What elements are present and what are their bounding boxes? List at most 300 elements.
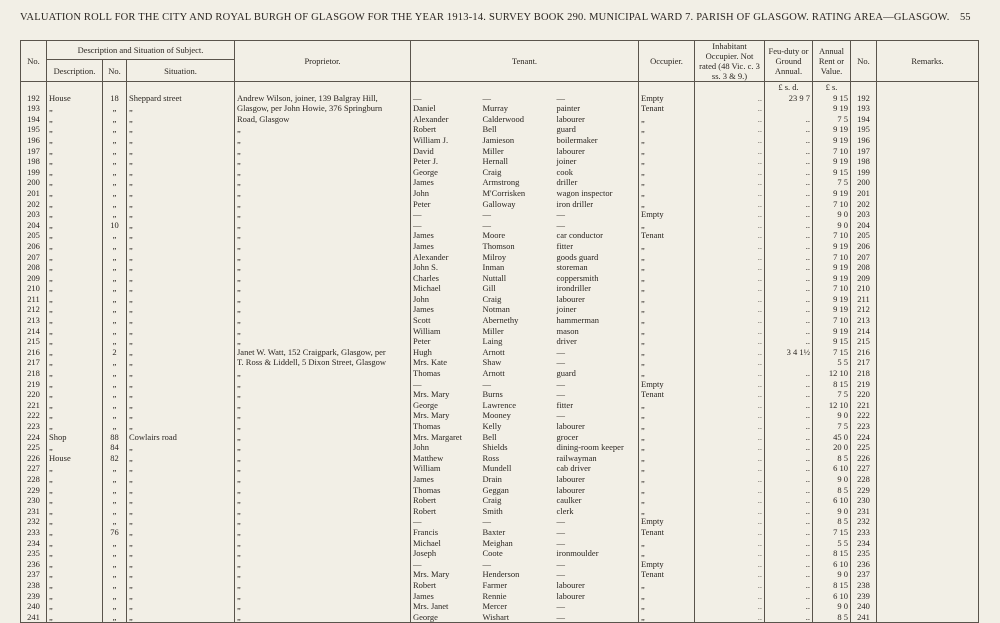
row-description: Shop [47,432,103,443]
row-feu: .. [765,612,813,623]
row-description: „ [47,612,103,623]
row-feu: .. [765,209,813,220]
row-remarks [877,410,979,421]
row-no: 216 [21,347,47,358]
row-tenant-occupation: labourer [556,145,585,156]
row-number: 76 [103,527,127,538]
row-remarks [877,283,979,294]
row-proprietor: „ [235,262,411,273]
row-tenant-forename: Mrs. Mary [411,569,481,580]
row-inhabitant: .. [695,167,765,178]
row-rent: 7 5 [813,421,851,432]
row-number: „ [103,167,127,178]
row-situation: „ [127,103,235,114]
row-tenant-occupation: — [556,410,565,421]
row-remarks [877,591,979,602]
row-no: 203 [21,209,47,220]
row-tenant-forename: John [411,188,481,199]
row-description: „ [47,410,103,421]
row-remarks [877,209,979,220]
row-no2: 208 [851,262,877,273]
table-row [21,146,979,157]
row-feu: 3 4 1½ [765,347,813,358]
row-remarks [877,326,979,337]
col-remarks: Remarks. [877,41,979,82]
row-feu: .. [765,262,813,273]
row-inhabitant: .. [695,421,765,432]
row-description: „ [47,124,103,135]
row-tenant-surname: Baxter [482,526,506,537]
row-number: „ [103,326,127,337]
row-tenant-surname: Jamieson [482,134,515,145]
row-tenant-forename: George [411,167,481,178]
row-feu: .. [765,135,813,146]
row-no2: 213 [851,315,877,326]
row-inhabitant: .. [695,347,765,358]
row-tenant-forename: James [411,474,481,485]
row-tenant-surname: Farmer [482,579,508,590]
row-proprietor: „ [235,601,411,612]
row-tenant-surname: Calderwood [482,113,525,124]
row-tenant-forename: Thomas [411,368,481,379]
row-tenant-occupation: — [556,558,565,569]
row-rent: 7 10 [813,315,851,326]
row-remarks [877,347,979,358]
row-feu: .. [765,474,813,485]
table-row [21,389,979,400]
row-no: 224 [21,432,47,443]
row-feu [765,103,813,114]
row-tenant-surname: Mercer [482,601,508,612]
row-remarks [877,177,979,188]
row-no2: 229 [851,485,877,496]
row-occupier: Empty [639,559,695,570]
row-remarks [877,156,979,167]
row-description: „ [47,559,103,570]
row-no: 192 [21,93,47,104]
row-tenant-forename: Peter J. [411,156,481,167]
row-inhabitant: .. [695,336,765,347]
row-description: „ [47,336,103,347]
row-situation: „ [127,124,235,135]
row-number: „ [103,315,127,326]
row-proprietor: „ [235,294,411,305]
row-number: „ [103,400,127,411]
row-description: „ [47,389,103,400]
table-row [21,156,979,167]
row-rent: 9 19 [813,124,851,135]
row-tenant-surname: Galloway [482,198,516,209]
row-number: „ [103,273,127,284]
row-description: „ [47,188,103,199]
row-occupier: Tenant [639,527,695,538]
row-tenant-forename: Robert [411,580,481,591]
row-situation: „ [127,188,235,199]
row-situation: „ [127,315,235,326]
row-situation: „ [127,209,235,220]
row-no: 201 [21,188,47,199]
row-description: House [47,93,103,104]
table-row [21,294,979,305]
row-no2: 239 [851,591,877,602]
row-no2: 233 [851,527,877,538]
row-number: 82 [103,453,127,464]
row-number: „ [103,580,127,591]
row-proprietor: „ [235,241,411,252]
table-row [21,538,979,549]
row-no: 236 [21,559,47,570]
row-occupier: „ [639,336,695,347]
row-remarks [877,495,979,506]
row-inhabitant: .. [695,591,765,602]
row-rent: 7 5 [813,177,851,188]
row-tenant-surname: Drain [482,473,502,484]
row-number: „ [103,516,127,527]
row-description: „ [47,304,103,315]
row-proprietor: Andrew Wilson, joiner, 139 Balgray Hill, [235,93,411,104]
row-no2: 218 [851,368,877,379]
row-remarks [877,506,979,517]
row-tenant-surname: Smith [482,505,503,516]
row-number: 84 [103,442,127,453]
row-description: „ [47,548,103,559]
row-no: 241 [21,612,47,623]
row-tenant-forename: Charles [411,273,481,284]
row-remarks [877,463,979,474]
row-no2: 207 [851,252,877,263]
row-no2: 204 [851,220,877,231]
row-no2: 230 [851,495,877,506]
row-no: 240 [21,601,47,612]
row-number: „ [103,474,127,485]
row-remarks [877,188,979,199]
table-row [21,357,979,368]
row-number: 88 [103,432,127,443]
row-occupier: „ [639,114,695,125]
table-row [21,421,979,432]
row-occupier: „ [639,495,695,506]
row-remarks [877,442,979,453]
col-tenant: Tenant. [411,41,639,82]
row-occupier: „ [639,612,695,623]
row-feu: .. [765,569,813,580]
row-rent: 9 19 [813,241,851,252]
row-tenant-surname: Bell [482,124,497,135]
row-tenant-surname: Rennie [482,590,507,601]
row-no: 215 [21,336,47,347]
row-description: „ [47,442,103,453]
row-remarks [877,400,979,411]
row-inhabitant: .. [695,252,765,263]
row-number: „ [103,559,127,570]
row-occupier: „ [639,506,695,517]
row-description: „ [47,580,103,591]
row-tenant-forename: Joseph [411,548,481,559]
row-remarks [877,304,979,315]
col-inhabitant: Inhabitant Occupier. Not rated (48 Vic. c. 3 ss. 3 & 9.) [695,41,765,82]
table-row [21,612,979,623]
row-no2: 221 [851,400,877,411]
row-situation: „ [127,230,235,241]
row-tenant-occupation: guard [556,124,576,135]
row-occupier: Empty [639,93,695,104]
row-no2: 203 [851,209,877,220]
row-feu: .. [765,432,813,443]
row-tenant-forename: Alexander [411,252,481,263]
row-remarks [877,548,979,559]
row-inhabitant: .. [695,368,765,379]
row-proprietor: „ [235,199,411,210]
row-occupier: Empty [639,209,695,220]
row-tenant-surname: Inman [482,262,505,273]
row-inhabitant: .. [695,283,765,294]
row-rent: 8 5 [813,516,851,527]
row-situation: „ [127,495,235,506]
row-tenant-forename: Francis [411,527,481,538]
row-proprietor: Road, Glasgow [235,114,411,125]
row-no: 229 [21,485,47,496]
row-number: „ [103,209,127,220]
row-rent: 9 0 [813,506,851,517]
row-no: 197 [21,146,47,157]
row-remarks [877,114,979,125]
row-occupier: „ [639,474,695,485]
row-proprietor: „ [235,124,411,135]
row-tenant-forename: Matthew [411,453,481,464]
row-no: 222 [21,410,47,421]
row-situation: „ [127,357,235,368]
row-number: „ [103,601,127,612]
row-tenant-surname: — [482,378,491,389]
row-tenant-forename: William J. [411,135,481,146]
row-inhabitant: .. [695,304,765,315]
row-feu: .. [765,315,813,326]
col-description-group: Description and Situation of Subject. [47,41,235,60]
row-occupier: „ [639,146,695,157]
col-occupier: Occupier. [639,41,695,82]
row-situation: „ [127,548,235,559]
row-remarks [877,124,979,135]
row-tenant-occupation: joiner [556,156,577,167]
row-inhabitant: .. [695,114,765,125]
row-tenant-occupation: — [555,612,639,623]
row-tenant-occupation: labourer [556,484,585,495]
row-no2: 209 [851,273,877,284]
row-no2: 216 [851,347,877,358]
col-no2: No. [851,41,877,82]
row-remarks [877,527,979,538]
row-number: „ [103,114,127,125]
row-proprietor: „ [235,135,411,146]
row-remarks [877,167,979,178]
row-tenant-surname: — [482,516,491,527]
row-tenant-occupation: dining-room keeper [556,442,624,453]
table-row [21,177,979,188]
row-inhabitant: .. [695,315,765,326]
row-tenant-forename: — [411,559,481,570]
row-tenant-surname: Murray [482,103,508,114]
row-occupier: Tenant [639,103,695,114]
row-tenant-occupation: cab driver [556,463,591,474]
table-row [21,315,979,326]
row-tenant-occupation: guard [556,368,576,379]
row-number: „ [103,463,127,474]
row-tenant-forename: James [411,177,481,188]
table-row [21,326,979,337]
row-no: 232 [21,516,47,527]
row-situation: Cowlairs road [127,432,235,443]
row-tenant-forename: Robert [411,506,481,517]
row-tenant-forename: Robert [411,495,481,506]
row-tenant-occupation: coppersmith [556,272,599,283]
row-rent: 7 10 [813,252,851,263]
row-feu: .. [765,177,813,188]
row-tenant-surname: Thomson [482,240,515,251]
row-proprietor: „ [235,220,411,231]
row-inhabitant: .. [695,548,765,559]
row-feu: .. [765,241,813,252]
row-tenant-forename: Mrs. Kate [411,357,481,368]
row-inhabitant: .. [695,485,765,496]
row-remarks [877,220,979,231]
row-tenant-surname: Craig [482,495,502,506]
row-occupier: „ [639,273,695,284]
row-tenant-occupation: hammerman [556,315,599,326]
col-proprietor: Proprietor. [235,41,411,82]
row-tenant-occupation: — [556,378,565,389]
row-tenant-surname: Craig [482,166,502,177]
row-proprietor: „ [235,146,411,157]
row-occupier: „ [639,177,695,188]
row-occupier: Tenant [639,569,695,580]
row-feu: .. [765,506,813,517]
table-row [21,442,979,453]
row-description: „ [47,135,103,146]
table-row [21,114,979,125]
row-tenant-surname: Miller [482,325,504,336]
row-tenant-occupation: goods guard [556,251,599,262]
row-no2: 235 [851,548,877,559]
row-number: 10 [103,220,127,231]
row-tenant-surname: Arnott [482,346,505,357]
row-tenant-forename: — [411,220,481,231]
row-situation: „ [127,220,235,231]
row-description: „ [47,273,103,284]
row-inhabitant: .. [695,453,765,464]
row-description: „ [47,347,103,358]
row-no: 212 [21,304,47,315]
row-proprietor: „ [235,569,411,580]
row-tenant-occupation: labourer [556,421,585,431]
row-rent: 9 19 [813,103,851,114]
table-row [21,188,979,199]
row-description: „ [47,400,103,411]
table-row [21,103,979,114]
row-tenant-occupation: storeman [556,262,588,273]
row-proprietor: „ [235,495,411,506]
row-inhabitant: .. [695,262,765,273]
row-tenant-surname: Arnott [482,368,505,379]
row-no2: 234 [851,538,877,549]
row-description: „ [47,241,103,252]
row-occupier: „ [639,400,695,411]
row-proprietor: „ [235,156,411,167]
table-row [21,463,979,474]
row-proprietor: „ [235,516,411,527]
valuation-table [20,40,979,623]
row-description: „ [47,527,103,538]
row-remarks [877,146,979,157]
row-proprietor: „ [235,485,411,496]
row-inhabitant: .. [695,177,765,188]
table-row [21,506,979,517]
row-inhabitant: .. [695,199,765,210]
row-tenant-forename: Thomas [411,421,481,432]
row-number: „ [103,124,127,135]
row-situation: „ [127,516,235,527]
page-title: VALUATION ROLL FOR THE CITY AND ROYAL BURGH OF GLASGOW FOR THE YEAR 1913-14. SURVEY BOOK 290. MUNICIPAL WARD 7. PARISH OF GLASGOW. RATING AREA—GLASGOW. [20,12,950,23]
row-occupier: „ [639,580,695,591]
row-remarks [877,538,979,549]
row-rent: 7 15 [813,527,851,538]
row-tenant-forename: Mrs. Margaret [411,432,481,443]
row-no: 210 [21,283,47,294]
row-tenant-forename: Thomas [411,485,481,496]
row-remarks [877,93,979,104]
table-row [21,283,979,294]
row-feu: .. [765,495,813,506]
row-no: 218 [21,368,47,379]
row-remarks [877,336,979,347]
row-remarks [877,103,979,114]
row-no: 211 [21,294,47,305]
row-tenant-forename: Mrs. Janet [411,601,481,612]
row-tenant-occupation: railwayman [556,452,597,463]
row-inhabitant: .. [695,506,765,517]
row-number: 2 [103,347,127,358]
row-no2: 196 [851,135,877,146]
row-situation: „ [127,485,235,496]
row-rent: 8 15 [813,548,851,559]
row-no: 225 [21,442,47,453]
row-feu: .. [765,304,813,315]
row-occupier: Tenant [639,230,695,241]
table-row [21,400,979,411]
row-inhabitant: .. [695,379,765,390]
row-tenant-surname: M'Corrisken [482,187,526,198]
row-situation: „ [127,474,235,485]
row-no: 200 [21,177,47,188]
row-rent: 9 0 [813,601,851,612]
row-occupier: „ [639,283,695,294]
row-no: 221 [21,400,47,411]
row-remarks [877,273,979,284]
row-proprietor: „ [235,188,411,199]
row-tenant-occupation: — [556,601,565,612]
row-tenant-surname: Ross [482,452,500,463]
row-tenant-forename: Michael [411,283,481,294]
row-no2: 212 [851,304,877,315]
row-tenant-occupation: — [556,357,565,368]
row-no2: 240 [851,601,877,612]
row-proprietor: Janet W. Watt, 152 Craigpark, Glasgow, per [235,347,411,358]
row-no: 230 [21,495,47,506]
col-feu: Feu-duty or Ground Annual. [765,41,813,82]
row-description: „ [47,209,103,220]
table-row [21,336,979,347]
table-row [21,230,979,241]
row-occupier: Empty [639,379,695,390]
